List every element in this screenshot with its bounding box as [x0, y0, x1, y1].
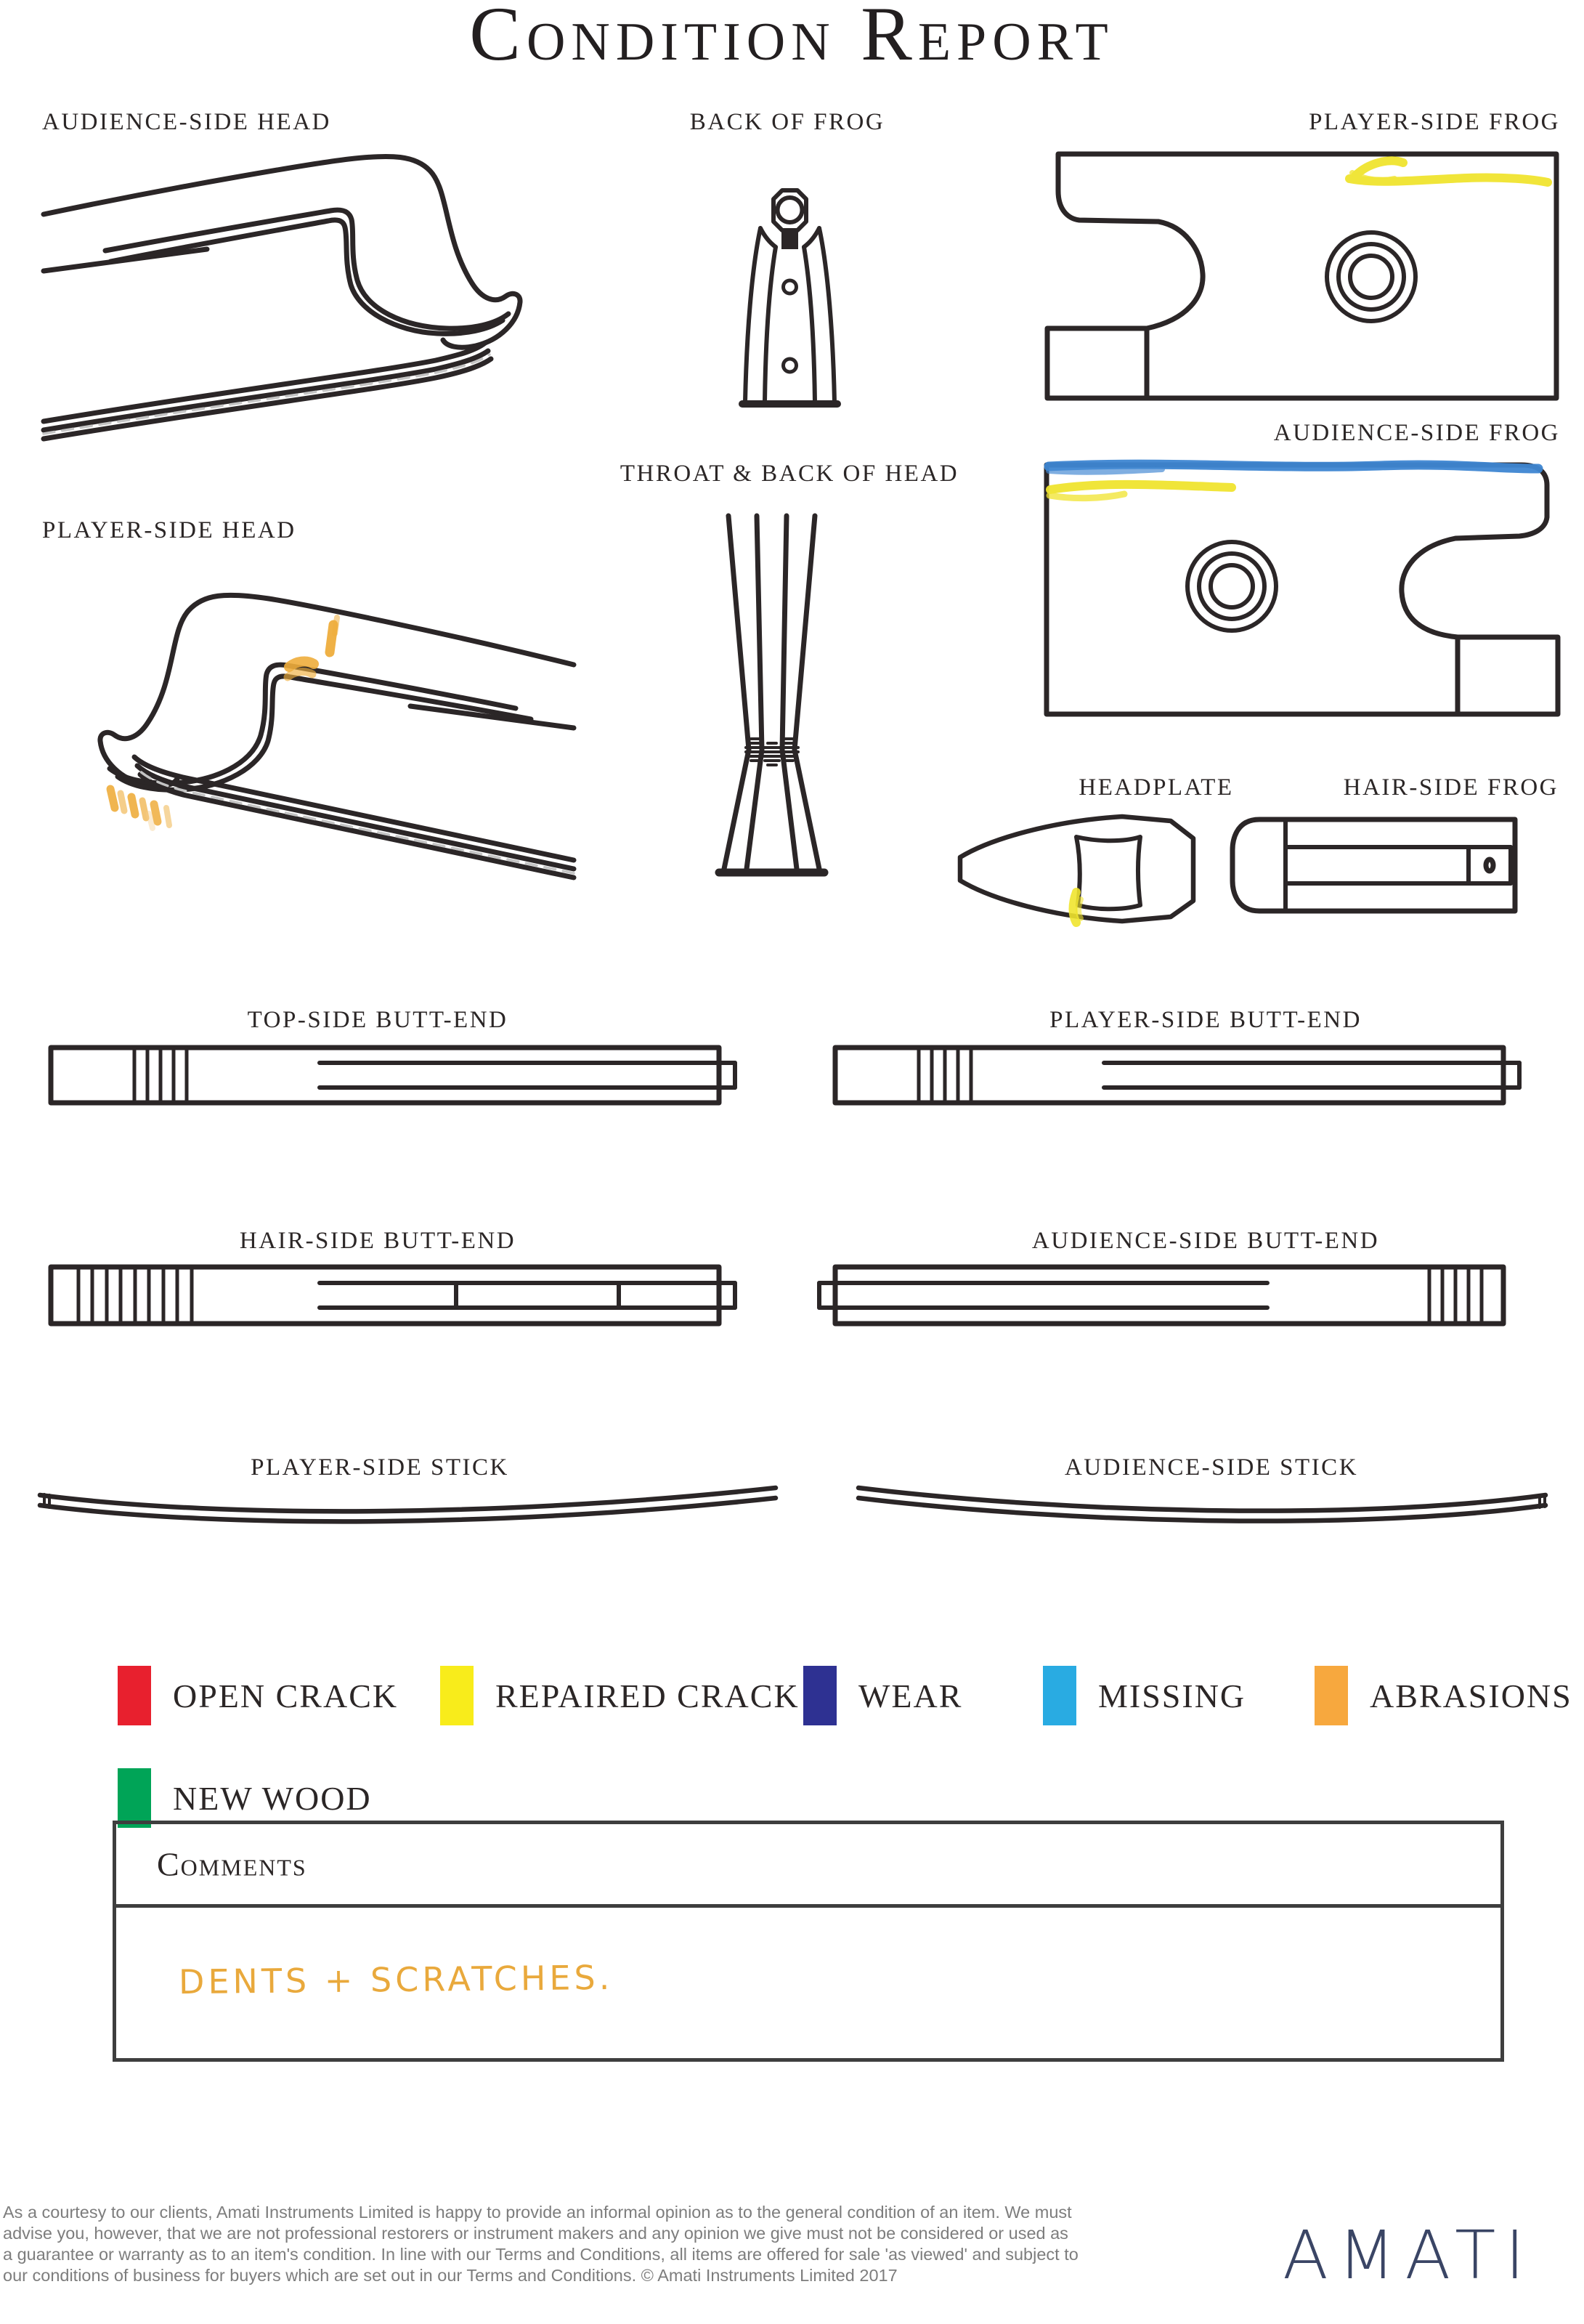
label-player-side-butt-end: PLAYER-SIDE BUTT-END: [1049, 1007, 1362, 1033]
label-player-side-head: PLAYER-SIDE HEAD: [42, 517, 296, 543]
footer-line: As a courtesy to our clients, Amati Instruments Limited is happy to provide an informal opinion as to the general condition of an item. We must: [3, 2203, 1072, 2222]
open-crack-swatch: [118, 1666, 151, 1725]
top-side-butt-end-drawing: [51, 1048, 735, 1103]
footer-line: our conditions of business for buyers which are set out in our Terms and Conditions. © Amati Instruments Limited 2017: [3, 2266, 898, 2285]
label-player-side-frog: PLAYER-SIDE FROG: [1309, 109, 1560, 135]
hair-side-frog-drawing: [1232, 819, 1515, 911]
back-of-frog-drawing: [742, 190, 837, 404]
label-headplate: HEADPLATE: [1079, 774, 1234, 801]
legend-item-missing: [1043, 1666, 1246, 1725]
player-side-butt-end-drawing: [835, 1048, 1519, 1103]
label-player-side-stick: PLAYER-SIDE STICK: [251, 1454, 509, 1481]
footer-line: advise you, however, that we are not professional restorers or instrument makers and any opinion we give must not be considered or used as: [3, 2224, 1068, 2243]
audience-side-stick-drawing: [858, 1488, 1546, 1521]
abrasions-swatch: [1315, 1666, 1348, 1725]
label-back-of-frog: BACK OF FROG: [689, 109, 885, 135]
player-side-stick-drawing: [40, 1488, 776, 1521]
player-side-frog-drawing: [1047, 154, 1556, 398]
label-audience-side-stick: AUDIENCE-SIDE STICK: [1064, 1454, 1359, 1481]
legend-label: OPEN CRACK: [173, 1677, 399, 1714]
handwritten-comment: DENTS + SCRATCHES.: [178, 1957, 614, 2002]
legend-label: MISSING: [1098, 1677, 1246, 1714]
audience-side-butt-end-drawing: [819, 1267, 1503, 1324]
missing-swatch: [1043, 1666, 1076, 1725]
legend-label: REPAIRED CRACK: [495, 1677, 800, 1714]
legend-item-new-wood: [118, 1768, 372, 1828]
legend-item-open-crack: [118, 1666, 398, 1725]
throat-back-of-head-drawing: [719, 516, 824, 872]
legend-label: NEW WOOD: [173, 1779, 372, 1817]
headplate-drawing: [960, 817, 1193, 923]
page-title: Condition Report: [469, 0, 1114, 76]
new-wood-swatch: [118, 1768, 151, 1828]
player-side-head-drawing: [100, 595, 574, 878]
missing-mark: [1049, 464, 1538, 472]
wear-swatch: [803, 1666, 837, 1725]
hair-side-butt-end-drawing: [51, 1267, 735, 1324]
comments-header: [116, 1824, 1500, 1908]
audience-side-frog-drawing: [1047, 464, 1558, 714]
label-audience-side-frog: AUDIENCE-SIDE FROG: [1273, 420, 1560, 446]
label-throat-back-of-head: THROAT & BACK OF HEAD: [620, 461, 959, 487]
repaired-crack-mark: [1349, 161, 1548, 182]
comments-title: Comments: [157, 1845, 307, 1883]
label-top-side-butt-end: TOP-SIDE BUTT-END: [247, 1007, 508, 1033]
label-hair-side-frog: HAIR-SIDE FROG: [1343, 774, 1559, 801]
label-hair-side-butt-end: HAIR-SIDE BUTT-END: [239, 1228, 516, 1254]
legend-item-repaired-crack: [440, 1666, 800, 1725]
label-audience-side-butt-end: AUDIENCE-SIDE BUTT-END: [1031, 1228, 1380, 1254]
label-audience-side-head: AUDIENCE-SIDE HEAD: [42, 109, 331, 135]
comments-box: [113, 1821, 1504, 2062]
comments-body: [116, 1908, 1500, 2062]
repaired-crack-swatch: [440, 1666, 474, 1725]
legend-item-abrasions: [1315, 1666, 1572, 1725]
throat-hatch-marks: [746, 739, 798, 765]
legend-item-wear: [803, 1666, 962, 1725]
audience-side-head-drawing: [44, 156, 520, 439]
legend-label: ABRASIONS: [1370, 1677, 1572, 1714]
amati-logo: AMATI: [1283, 2216, 1535, 2294]
footer-disclaimer: [3, 2202, 1150, 2286]
footer-line: a guarantee or warranty as to an item's condition. In line with our Terms and Conditions, all items are offered for sale 'as viewed' and subject to: [3, 2245, 1079, 2264]
legend-label: WEAR: [858, 1677, 963, 1714]
repaired-crack-mark: [1049, 485, 1232, 498]
